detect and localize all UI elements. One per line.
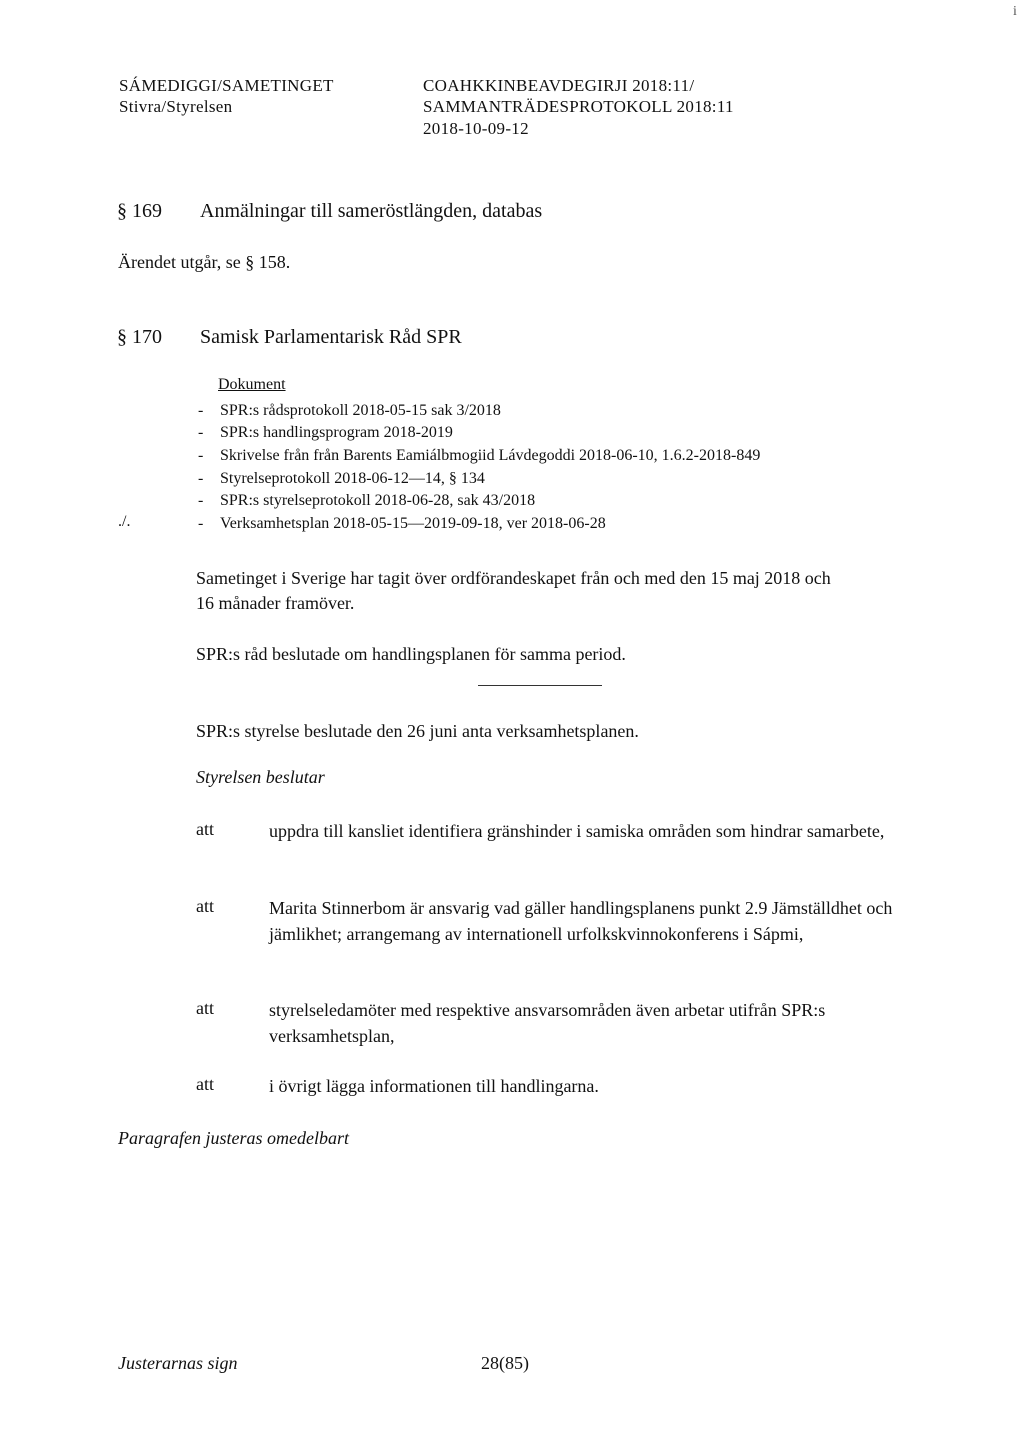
corner-mark: i <box>1013 4 1017 19</box>
paragraph-chairmanship-line1: Sametinget i Sverige har tagit över ordförandeskapet från och med den 15 maj 2018 och <box>196 568 831 588</box>
signature-label: Justerarnas sign <box>118 1353 238 1373</box>
decision-text: Marita Stinnerbom är ansvarig vad gäller handlingsplanens punkt 2.9 Jämställdhet och jämlikhet; arrangemang av internationell urfolkskvinnokonferens i Sápmi, <box>269 898 893 944</box>
documents-heading: Dokument <box>218 376 286 393</box>
section-170-heading <box>117 326 817 352</box>
section-169-note: Ärendet utgår, se § 158. <box>118 252 291 272</box>
decision-text: styrelseledamöter med respektive ansvarsområden även arbetar utifrån SPR:s verksamhetsplan, <box>269 1000 826 1046</box>
header-dept: Stivra/Styrelsen <box>119 97 233 116</box>
decision-text: uppdra till kansliet identifiera gränshinder i samiska områden som hindrar samarbete, <box>269 821 885 841</box>
closing-note: Paragrafen justeras omedelbart <box>118 1128 349 1148</box>
header-date: 2018-10-09-12 <box>423 119 529 138</box>
decision-label: att <box>196 998 214 1018</box>
section-170-title: Samisk Parlamentarisk Råd SPR <box>200 326 462 348</box>
header-org: SÁMEDIGGI/SAMETINGET <box>119 76 334 95</box>
page-number: 28(85) <box>481 1353 529 1373</box>
paragraph-council-decision: SPR:s råd beslutade om handlingsplanen för samma period. <box>196 644 626 664</box>
paragraph-chairmanship-line2: 16 månader framöver. <box>196 593 355 613</box>
paragraph-board-decision: SPR:s styrelse beslutade den 26 juni anta verksamhetsplanen. <box>196 721 639 741</box>
section-169-title: Anmälningar till sameröstlängden, databas <box>200 200 543 222</box>
section-169-number: § 169 <box>117 200 162 222</box>
attachment-mark: ./. <box>118 513 131 530</box>
decision-heading: Styrelsen beslutar <box>196 767 325 787</box>
decision-label: att <box>196 1074 214 1094</box>
header-doc-line1: COAHKKINBEAVDEGIRJI 2018:11/ <box>423 76 695 95</box>
section-169-heading <box>117 200 817 226</box>
decision-label: att <box>196 896 214 916</box>
separator-line <box>478 685 602 686</box>
header-doc-line2: SAMMANTRÄDESPROTOKOLL 2018:11 <box>423 97 734 116</box>
document-list: - SPR:s rådsprotokoll 2018-05-15 sak 3/2018 - SPR:s handlingsprogram 2018-2019 - Skrivelse från från Barents Eamiálbmogiid Lávdegoddi 2018-06-10, 1.6.2-2018-849 - Styrelseprotokoll 2018-06-12—14, § 134 - SPR:s styrelseprotokoll 2018-06-28, sak 43/2018 - Verksamhetsplan 2018-05-15—2019-09-18, ver 2018-06-28 <box>198 402 761 532</box>
decision-label: att <box>196 819 214 839</box>
decision-text: i övrigt lägga informationen till handlingarna. <box>269 1076 599 1096</box>
section-170-number: § 170 <box>117 326 162 348</box>
